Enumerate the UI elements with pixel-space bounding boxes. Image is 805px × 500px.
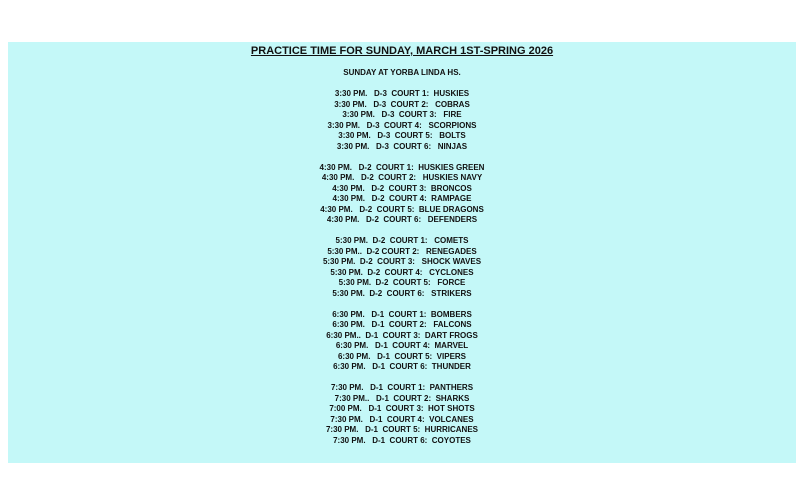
schedule-entry: 7:00 PM. D-1 COURT 3: HOT SHOTS — [329, 404, 475, 413]
schedule-entry: 7:30 PM. D-1 COURT 5: HURRICANES — [325, 425, 479, 434]
time-slot-block — [8, 89, 796, 152]
schedule-entry: 4:30 PM. D-2 COURT 5: BLUE DRAGONS — [320, 204, 484, 214]
schedule-entry: 5:30 PM. D-2 COURT 5: FORCE — [338, 278, 466, 287]
time-slot-block — [8, 383, 796, 446]
schedule-entry: 3:30 PM. D-3 COURT 1: HUSKIES — [334, 89, 470, 98]
schedule-entry: 3:30 PM. D-3 COURT 2: COBRAS — [334, 99, 470, 109]
schedule-entry: 3:30 PM. D-3 COURT 3: FIRE — [342, 110, 462, 119]
schedule-entry: 4:30 PM. D-2 COURT 6: DEFENDERS — [326, 215, 478, 224]
time-slot-block — [8, 236, 796, 299]
schedule-entry: 6:30 PM. D-1 COURT 5: VIPERS — [337, 351, 467, 361]
schedule-entry: 5:30 PM.. D-2 COURT 2: RENEGADES — [327, 246, 477, 256]
schedule-entry: 4:30 PM. D-2 COURT 1: HUSKIES GREEN — [319, 162, 485, 172]
schedule-sheet — [8, 42, 796, 463]
schedule-entry: 7:30 PM. D-1 COURT 1: PANTHERS — [330, 383, 474, 392]
schedule-blocks — [8, 89, 796, 457]
schedule-entry: 7:30 PM. D-1 COURT 6: COYOTES — [333, 435, 471, 445]
schedule-entry: 6:30 PM.. D-1 COURT 3: DART FROGS — [326, 330, 478, 340]
schedule-entry: 4:30 PM. D-2 COURT 2: HUSKIES NAVY — [321, 173, 483, 182]
schedule-entry: 5:30 PM. D-2 COURT 3: SHOCK WAVES — [322, 257, 482, 266]
location-subtitle: SUNDAY AT YORBA LINDA HS. — [343, 68, 461, 77]
schedule-entry: 4:30 PM. D-2 COURT 3: BRONCOS — [332, 183, 472, 193]
schedule-entry: 5:30 PM. D-2 COURT 1: COMETS — [335, 236, 469, 245]
schedule-entry: 3:30 PM. D-3 COURT 5: BOLTS — [338, 131, 466, 140]
schedule-entry: 3:30 PM. D-3 COURT 4: SCORPIONS — [327, 120, 477, 130]
schedule-entry: 5:30 PM. D-2 COURT 6: STRIKERS — [332, 288, 472, 298]
time-slot-block — [8, 163, 796, 226]
time-slot-block — [8, 310, 796, 373]
schedule-entry: 6:30 PM. D-1 COURT 1: BOMBERS — [332, 309, 472, 319]
schedule-entry: 3:30 PM. D-3 COURT 6: NINJAS — [336, 141, 468, 151]
page-title: PRACTICE TIME FOR SUNDAY, MARCH 1ST-SPRING 2026 — [250, 45, 554, 57]
schedule-entry: 7:30 PM. D-1 COURT 4: VOLCANES — [330, 414, 474, 424]
schedule-entry: 4:30 PM. D-2 COURT 4: RAMPAGE — [332, 194, 472, 203]
schedule-entry: 5:30 PM. D-2 COURT 4: CYCLONES — [330, 267, 474, 277]
schedule-entry: 6:30 PM. D-1 COURT 4: MARVEL — [335, 341, 469, 350]
schedule-entry: 7:30 PM.. D-1 COURT 2: SHARKS — [334, 393, 470, 403]
schedule-entry: 6:30 PM. D-1 COURT 6: THUNDER — [333, 362, 471, 371]
schedule-entry: 6:30 PM. D-1 COURT 2: FALCONS — [332, 320, 472, 329]
